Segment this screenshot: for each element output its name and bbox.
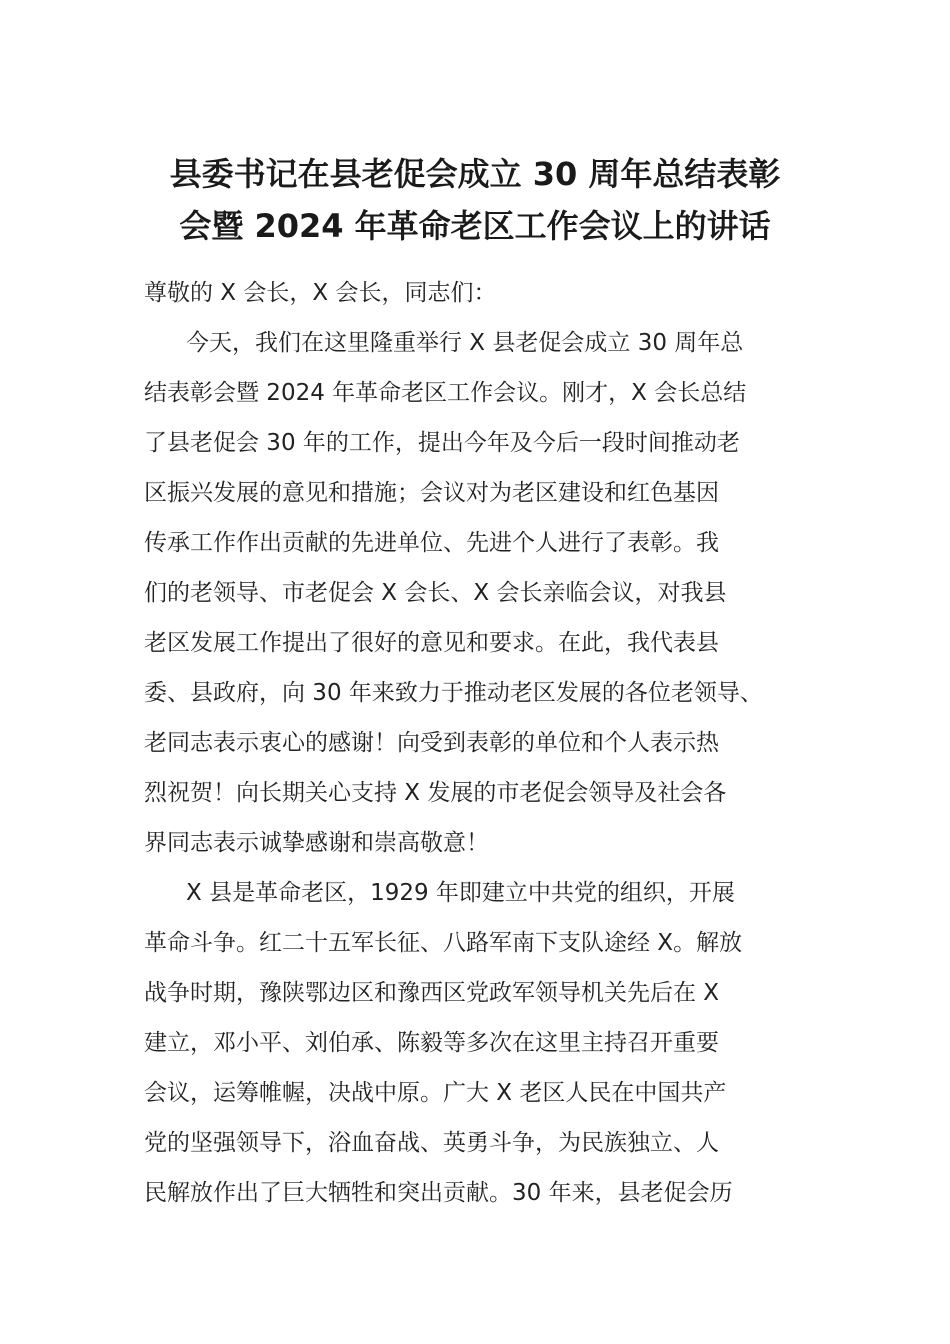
- title-line: 会暨 2024 年革命老区工作会议上的讲话: [179, 207, 771, 245]
- paragraph-line: 结表彰会暨 2024 年革命老区工作会议。刚才，X 会长总结: [144, 380, 747, 406]
- paragraph-line: 革命斗争。红二十五军长征、八路军南下支队途经 X。解放: [144, 930, 743, 956]
- paragraph-line: 战争时期，豫陕鄂边区和豫西区党政军领导机关先后在 X: [144, 980, 720, 1006]
- paragraph-line: 烈祝贺！向长期关心支持 X 发展的市老促会领导及社会各: [144, 780, 727, 806]
- paragraph-line: 老同志表示衷心的感谢！向受到表彰的单位和个人表示热: [144, 730, 719, 756]
- paragraph-line: 民解放作出了巨大牺牲和突出贡献。30 年来，县老促会历: [144, 1180, 733, 1206]
- paragraph-line: 会议，运筹帷幄，决战中原。广大 X 老区人民在中国共产: [144, 1080, 727, 1106]
- paragraph-line: 了县老促会 30 年的工作，提出今年及今后一段时间推动老: [144, 430, 740, 456]
- paragraph-line: X 县是革命老区，1929 年即建立中共党的组织，开展: [186, 880, 735, 906]
- title-line: 县委书记在县老促会成立 30 周年总结表彰: [169, 155, 781, 193]
- paragraph-line: 传承工作作出贡献的先进单位、先进个人进行了表彰。我: [144, 530, 719, 556]
- paragraph-line: 今天，我们在这里隆重举行 X 县老促会成立 30 周年总: [186, 330, 744, 356]
- paragraph-line: 委、县政府，向 30 年来致力于推动老区发展的各位老领导、: [144, 680, 763, 706]
- salutation: 尊敬的 X 会长，X 会长，同志们：: [144, 280, 497, 306]
- paragraph-line: 老区发展工作提出了很好的意见和要求。在此，我代表县: [144, 630, 719, 656]
- paragraph-line: 们的老领导、市老促会 X 会长、X 会长亲临会议，对我县: [144, 580, 727, 606]
- paragraph-line: 区振兴发展的意见和措施；会议对为老区建设和红色基因: [144, 480, 719, 506]
- document-title: [120, 148, 830, 252]
- paragraph-line: 党的坚强领导下，浴血奋战、英勇斗争，为民族独立、人: [144, 1130, 719, 1156]
- paragraph-line: 建立，邓小平、刘伯承、陈毅等多次在这里主持召开重要: [144, 1030, 719, 1056]
- document-body: [144, 268, 824, 1218]
- paragraph-line: 界同志表示诚挚感谢和崇高敬意！: [144, 830, 489, 856]
